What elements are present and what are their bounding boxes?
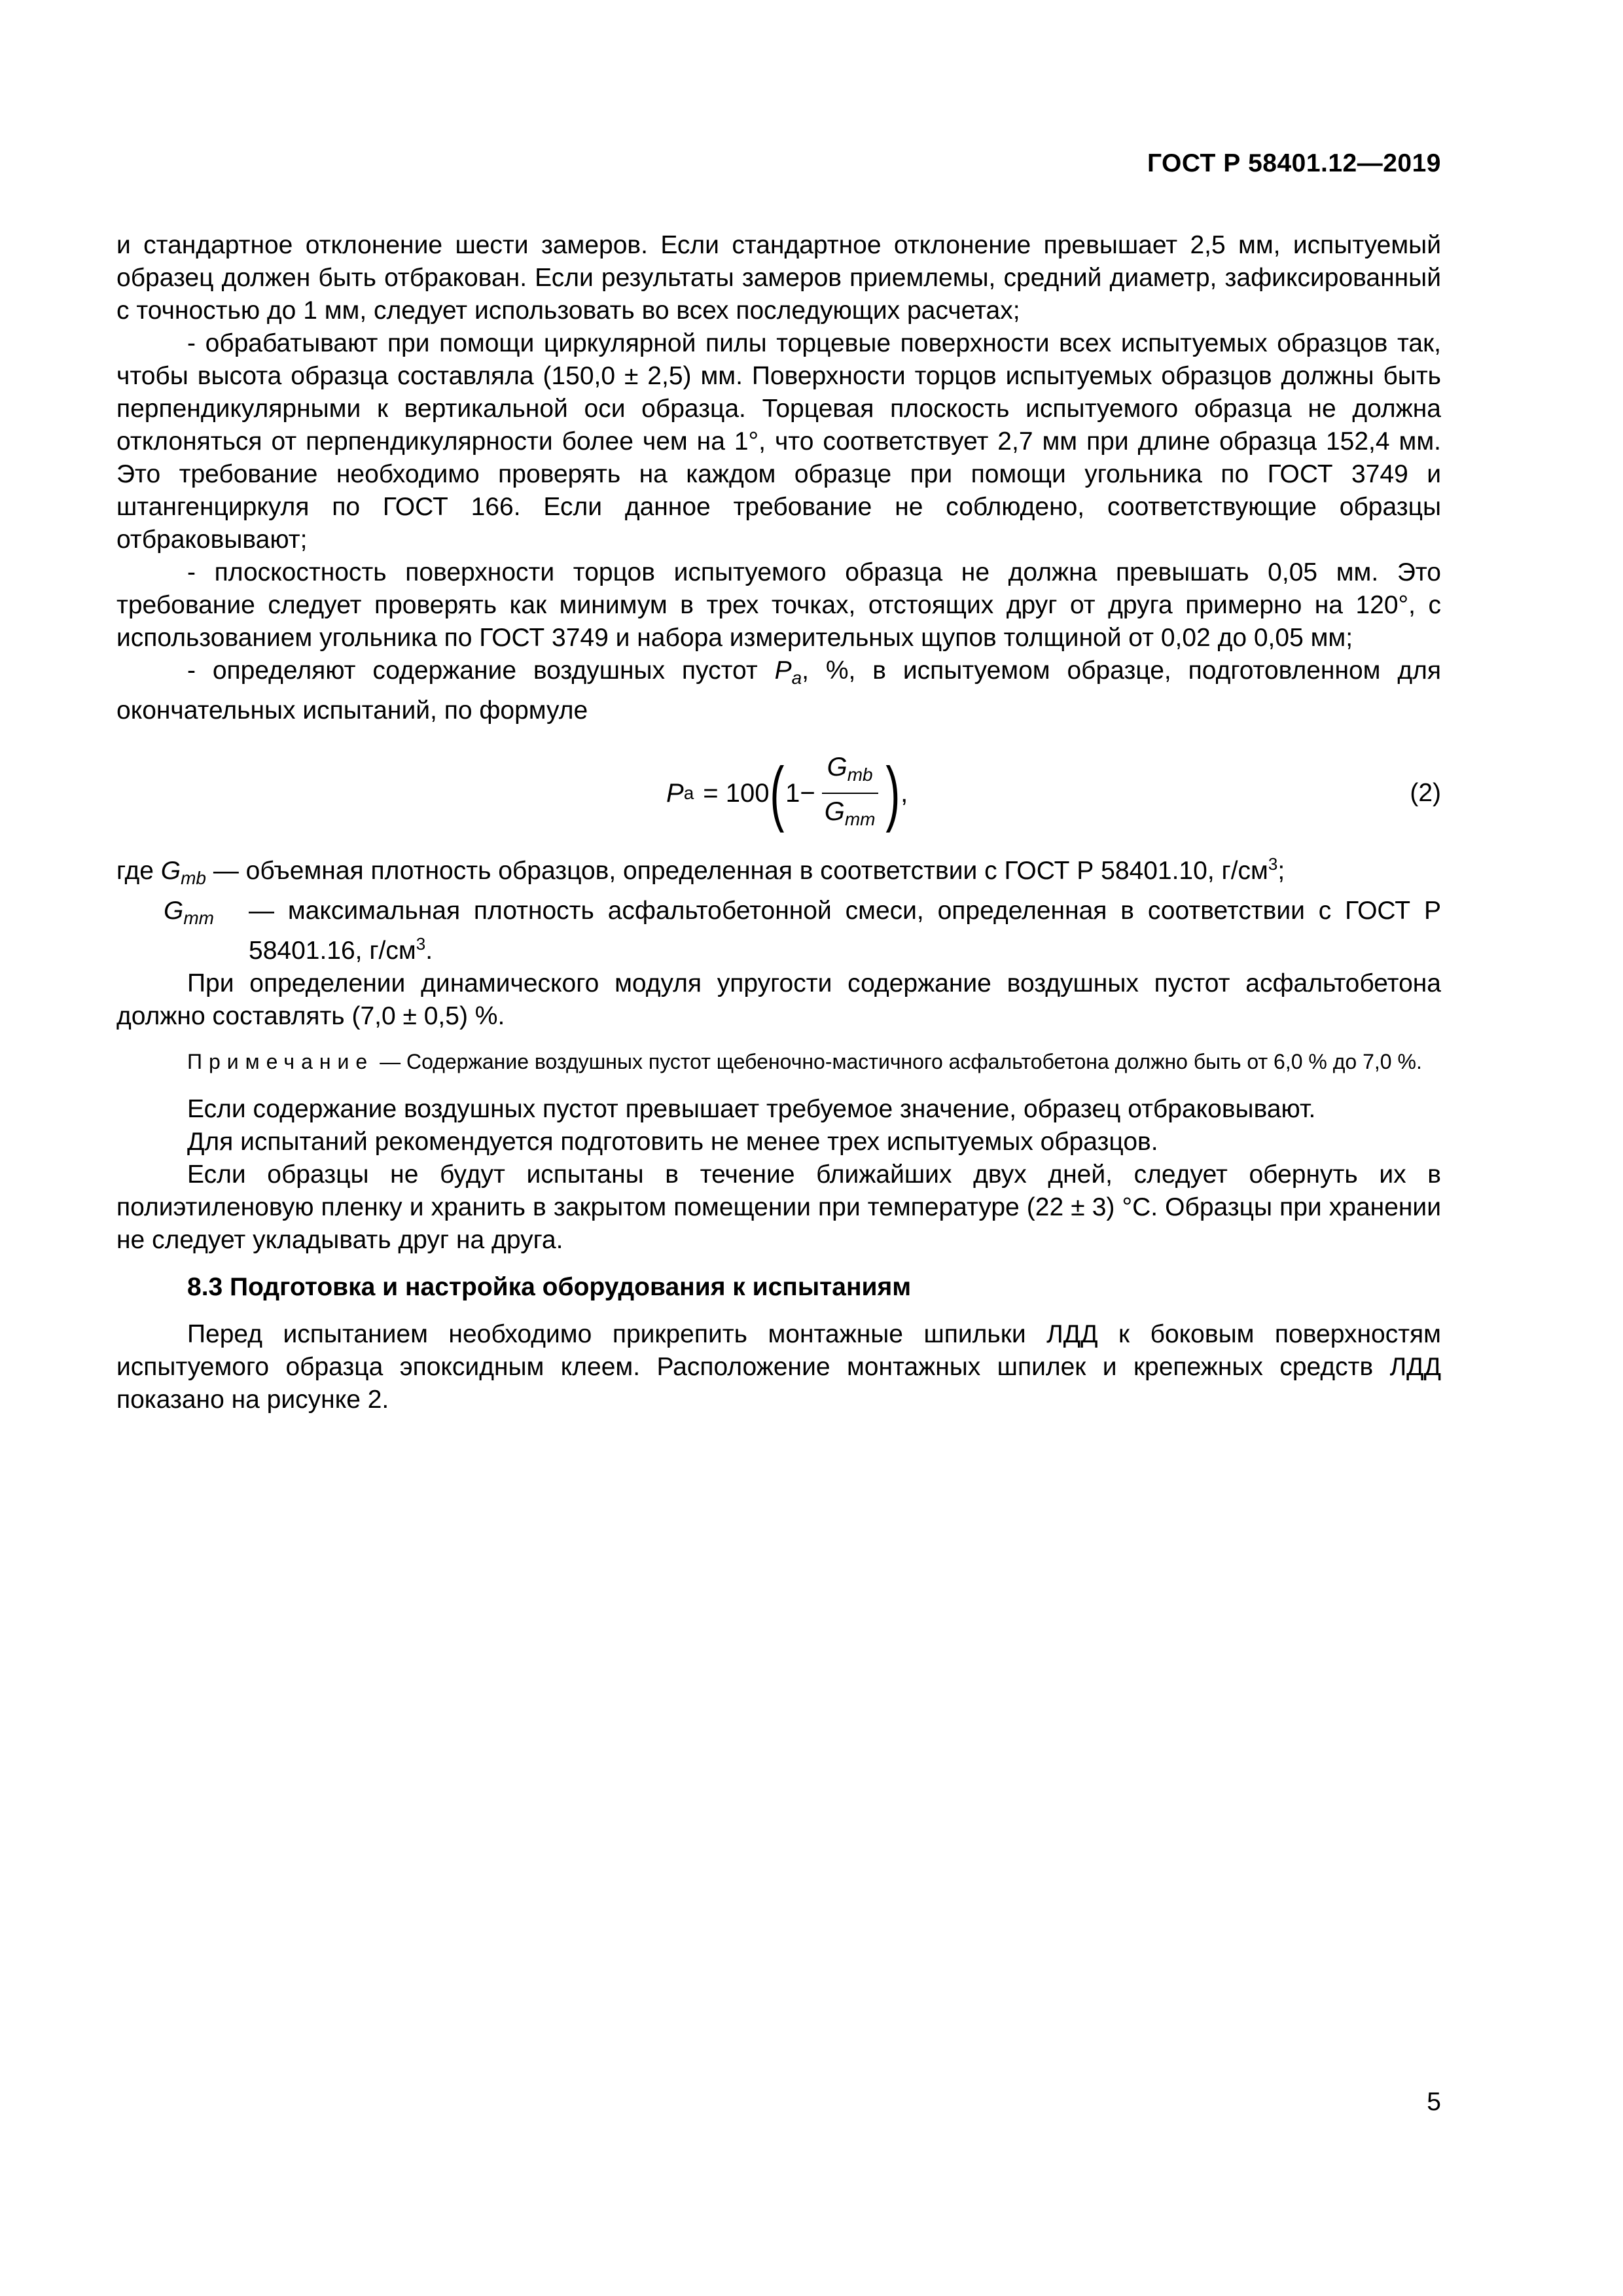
paragraph-reject: Если содержание воздушных пустот превышает требуемое значение, образец отбраковывают.	[187, 1095, 1316, 1123]
formula-denominator: $G_{mm}$	[824, 797, 876, 829]
formula-trailing: ,	[901, 779, 908, 808]
formula-one-minus: 1−	[785, 779, 815, 808]
formula-number: (2)	[1410, 779, 1441, 807]
formula-right-paren: )	[885, 753, 900, 833]
paragraph-dynamic-modulus: При определении динамического модуля упругости содержание воздушных пустот асфальтобетона должно составлять (7,0 ± 0,5) %.	[116, 969, 1441, 1030]
paragraph-mounting: Перед испытанием необходимо прикрепить монтажные шпильки ЛДД к боковым поверхностям испытуемого образца эпоксидным клеем. Расположение монтажных шпилек и крепежных средств ЛДД показано на рисунке 2.	[116, 1320, 1441, 1414]
gmm-definition: — максимальная плотность асфальтобетонной смеси, определенная в соответствии с ГОСТ Р 58401.16, $г/см^3$.	[249, 897, 1441, 965]
air-voids-intro: - определяют содержание воздушных пустот	[187, 656, 775, 685]
formula-air-voids	[666, 744, 908, 842]
note	[116, 1047, 1441, 1076]
air-voids-var: P	[774, 656, 792, 685]
paragraph-end-faces: - обрабатывают при помощи циркулярной пилы торцевые поверхности всех испытуемых образцов так, чтобы высота образца составляла (150,0 ± 2,5) мм. Поверхности торцов испытуемых образцов должны быть перпендикулярными к вертикальной оси образца. Торцевая плоскость испытуемого образца не должна отклоняться от перпендикулярности более чем на 1°, что соответствует 2,7 мм при длине образца 152,4 мм. Это требование необходимо проверять на каждом образце при помощи угольника по ГОСТ 3749 и штангенциркуля по ГОСТ 166. Если данное требование не соблюдено, соответствующие образцы отбраковывают;	[116, 329, 1441, 554]
formula-lhs-var: P	[666, 779, 684, 808]
section-heading: 8.3 Подготовка и настройка оборудования к испытаниям	[187, 1273, 912, 1301]
document-code: ГОСТ Р 58401.12—2019	[1147, 149, 1441, 177]
air-voids-rest: , %, в испытуемом образце, подготовленном для окончательных испытаний, по формуле	[116, 656, 1441, 725]
where-gmm	[164, 895, 1441, 967]
document-body	[116, 229, 1441, 1416]
gmm-symbol: $G_{mm}$	[164, 897, 214, 928]
air-voids-sub: a	[791, 668, 802, 688]
where-gmb: где $G_{mb}$ — объемная плотность образцов, определенная в соответствии с ГОСТ Р 58401.10, $г/см^3$;	[116, 854, 1285, 888]
paragraph-std-deviation: и стандартное отклонение шести замеров. Если стандартное отклонение превышает 2,5 мм, испытуемый образец должен быть отбракован. Если результаты замеров приемлемы, средний диаметр, зафиксированный с точностью до 1 мм, следует использовать во всех последующих расчетах;	[116, 231, 1441, 325]
page-number: 5	[1427, 2088, 1441, 2116]
paragraph-flatness: - плоскостность поверхности торцов испытуемого образца не должна превышать 0,05 мм. Это требование следует проверять как минимум в трех точках, отстоящих друг от друга примерно на 120°, с использованием угольника по ГОСТ 3749 и набора измерительных щупов толщиной от 0,02 до 0,05 мм;	[116, 558, 1441, 652]
paragraph-storage: Если образцы не будут испытаны в течение ближайших двух дней, следует обернуть их в полиэтиленовую пленку и хранить в закрытом помещении при температуре (22 ± 3) °С. Образцы при хранении не следует укладывать друг на друга.	[116, 1160, 1441, 1254]
paragraph-three-samples: Для испытаний рекомендуется подготовить не менее трех испытуемых образцов.	[187, 1128, 1158, 1156]
paragraph-air-voids	[116, 655, 1441, 727]
note-text: — Содержание воздушных пустот щебеночно-мастичного асфальтобетона должно быть от 6,0 % до 7,0 %.	[374, 1050, 1422, 1073]
note-label: Примечание	[187, 1050, 374, 1073]
formula-equals: = 100	[703, 779, 770, 808]
formula-numerator: $G_{mb}$	[822, 752, 878, 794]
formula-left-paren: (	[770, 753, 785, 833]
formula-fraction	[819, 752, 881, 834]
formula-lhs-sub: a	[683, 783, 694, 803]
where-label: где	[116, 857, 161, 885]
formula-row	[116, 744, 1441, 842]
